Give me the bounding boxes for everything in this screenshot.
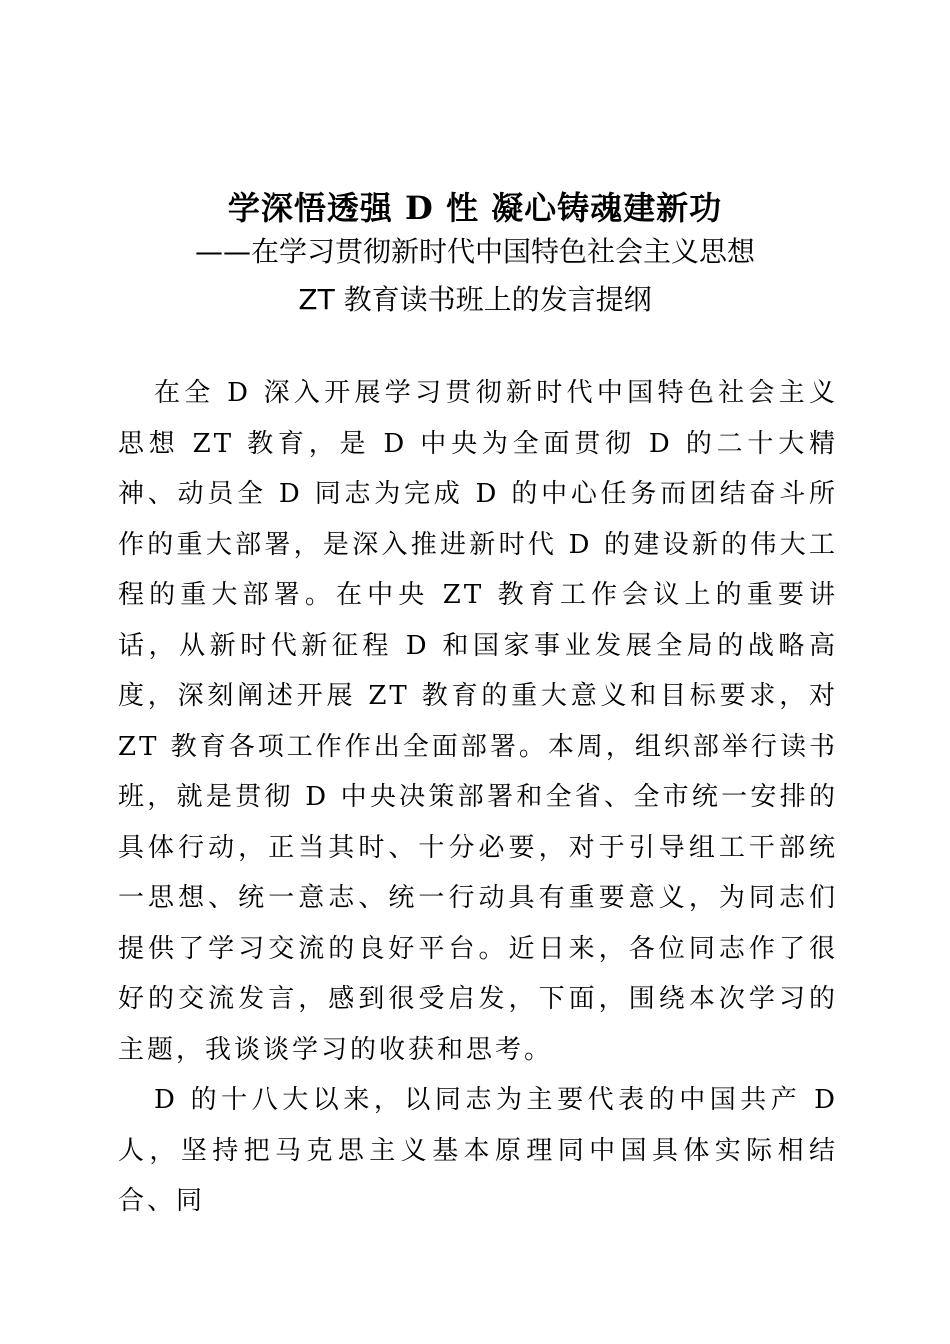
document-subtitle-line2: ZT 教育读书班上的发言提纲 <box>298 283 652 316</box>
body-paragraph-1: 在全 D 深入开展学习贯彻新时代中国特色社会主义思想 ZT 教育，是 D 中央为全面贯彻 D 的二十大精神、动员全 D 同志为完成 D 的中心任务而团结奋斗所作的重大部署，是深入推进新时代 D 的建设新的伟大工程的重大部署。在中央 ZT 教育工作会议上的重要讲话，从新时代新征程 D 和国家事业发展全局的战略高度，深刻阐述开展 ZT 教育的重大意义和目标要求，对 ZT 教育各项工作作出全面部署。本周，组织部举行读书班，就是贯彻 D 中央决策部署和全省、全市统一安排的具体行动，正当其时、十分必要，对于引导组工干部统一思想、统一意志、统一行动具有重要意义，为同志们提供了学习交流的良好平台。近日来，各位同志作了很好的交流发言，感到很受启发，下面，围绕本次学习的主题，我谈谈学习的收获和思考。 <box>118 378 838 1065</box>
document-title: 学深悟透强 D 性 凝心铸魂建新功 <box>227 189 723 227</box>
body-paragraph-2: D 的十八大以来，以同志为主要代表的中国共产 D 人，坚持把马克思主义基本原理同中国具体实际相结合、同 <box>118 1085 838 1216</box>
document-body <box>118 368 838 1227</box>
document-subtitle-line1: ——在学习贯彻新时代中国特色社会主义思想 <box>194 235 755 268</box>
